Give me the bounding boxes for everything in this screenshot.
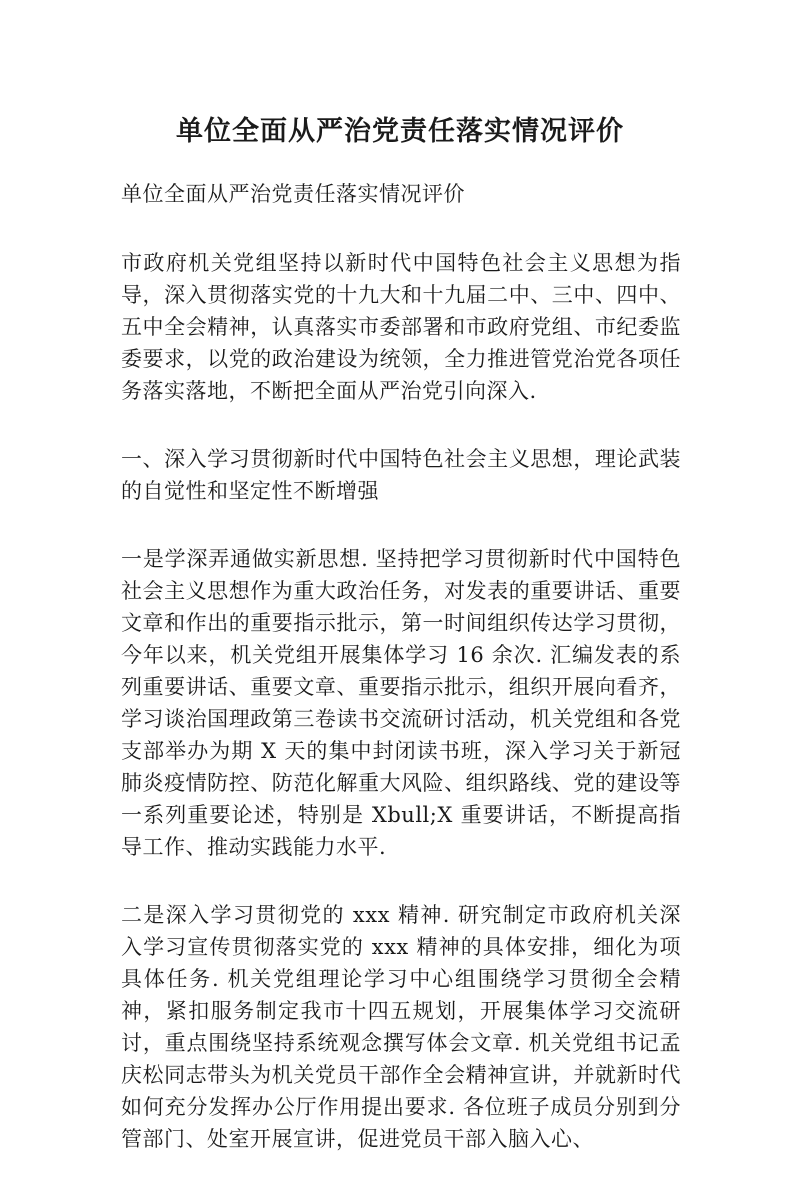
- intro-paragraph: 市政府机关党组坚持以新时代中国特色社会主义思想为指导，深入贯彻落实党的十九大和十九届二中、三中、四中、五中全会精神，认真落实市委部署和市政府党组、市纪委监委要求，以党的政治建设为统领，全力推进管党治党各项任务落实落地，不断把全面从严治党引向深入.: [121, 251, 681, 403]
- document-subtitle: 单位全面从严治党责任落实情况评价: [121, 182, 465, 206]
- document-body: [121, 178, 681, 1191]
- section-heading-1: 一、深入学习贯彻新时代中国特色社会主义思想，理论武装的自觉性和坚定性不断增强: [121, 447, 681, 503]
- body-paragraph-1: 一是学深弄通做实新思想. 坚持把学习贯彻新时代中国特色社会主义思想作为重大政治任务，对发表的重要讲话、重要文章和作出的重要指示批示，第一时间组织传达学习贯彻，今年以来，机关党组开展集体学习 16 余次. 汇编发表的系列重要讲话、重要文章、重要指示批示，组织开展向看齐，学习谈治国理政第三卷读书交流研讨活动，机关党组和各党支部举办为期 X 天的集中封闭读书班，深入学习关于新冠肺炎疫情防控、防范化解重大风险、组织路线、党的建设等一系列重要论述，特别是 Xbull;X 重要讲话，不断提高指导工作、推动实践能力水平.: [121, 547, 681, 859]
- body-paragraph-2: 二是深入学习贯彻党的 xxx 精神. 研究制定市政府机关深入学习宣传贯彻落实党的 xxx 精神的具体安排，细化为项具体任务. 机关党组理论学习中心组围绕学习贯彻全会精神，紧扣服务制定我市十四五规划，开展集体学习交流研讨，重点围绕坚持系统观念撰写体会文章. 机关党组书记孟庆松同志带头为机关党员干部作全会精神宣讲，并就新时代如何充分发挥办公厅作用提出要求. 各位班子成员分别到分管部门、处室开展宣讲，促进党员干部入脑入心、: [121, 903, 681, 1151]
- document-title: 单位全面从严治党责任落实情况评价: [176, 116, 624, 147]
